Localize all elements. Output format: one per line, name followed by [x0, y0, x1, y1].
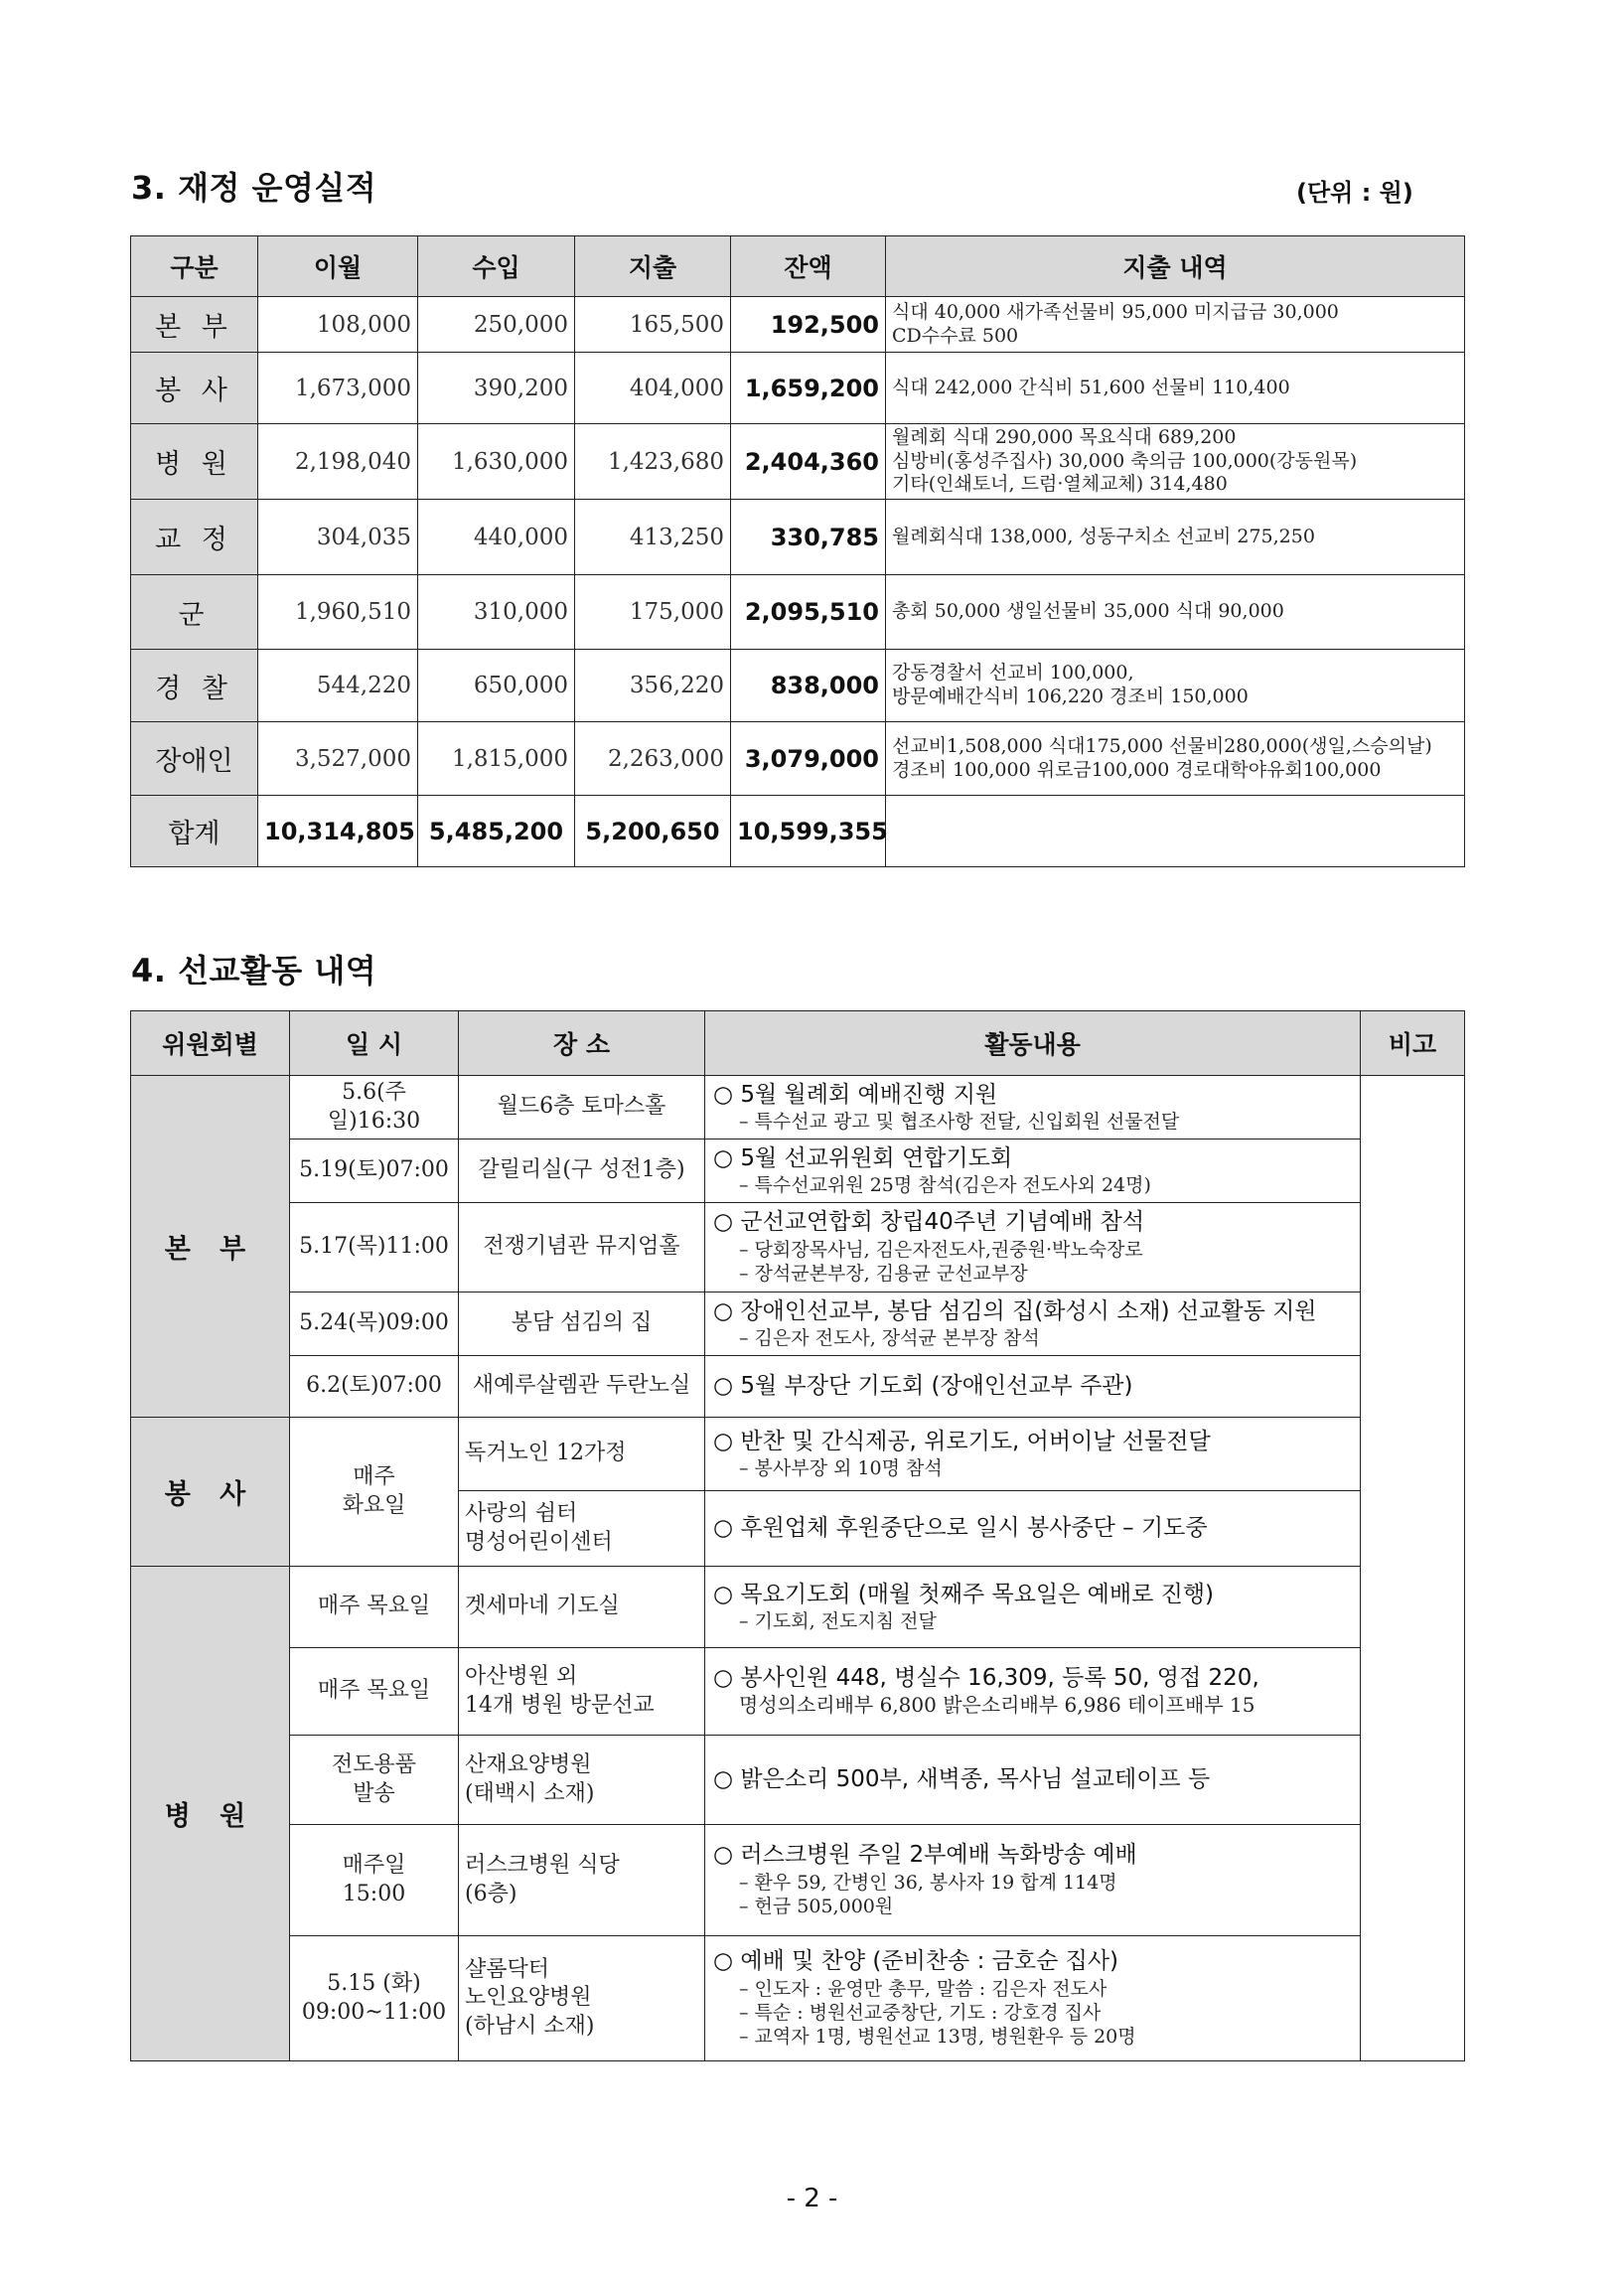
- place-line: 월드6층 토마스홀: [497, 1094, 666, 1120]
- datetime-line: 5.17(목)11:00: [299, 1234, 449, 1260]
- activity-place: [459, 1825, 705, 1936]
- finance-header-balance: 잔액: [731, 236, 886, 297]
- finance-carry: 1,673,000: [258, 353, 418, 424]
- activity-main: ○ 5월 월례회 예배진행 지원: [713, 1081, 1352, 1110]
- activity-row: [131, 1203, 1465, 1293]
- place-line: 봉담 섬김의 집: [511, 1310, 653, 1336]
- finance-expense: 356,220: [575, 650, 731, 722]
- finance-category: 군: [131, 575, 258, 650]
- finance-carry: 1,960,510: [258, 575, 418, 650]
- activity-place: [459, 1203, 705, 1293]
- activity-sub: – 당회장목사님, 김은자전도사,권중원·박노숙장로: [713, 1238, 1352, 1262]
- datetime-line: 5.19(토)07:00: [299, 1157, 449, 1183]
- activity-main: ○ 봉사인원 448, 병실수 16,309, 등록 50, 영접 220,: [713, 1664, 1352, 1693]
- activity-place: [459, 1736, 705, 1825]
- activity-main: ○ 군선교연합회 창립40주년 기념예배 참석: [713, 1208, 1352, 1237]
- finance-header-expense: 지출: [575, 236, 731, 297]
- datetime-line: 5.6(주일)16:30: [327, 1079, 421, 1134]
- finance-income: 1,630,000: [418, 424, 575, 500]
- finance-income: 440,000: [418, 500, 575, 575]
- finance-detail-line: 총회 50,000 생일선물비 35,000 식대 90,000: [892, 600, 1284, 623]
- activity-row: [131, 1825, 1465, 1936]
- finance-income: 390,200: [418, 353, 575, 424]
- place-line: 샬롬닥터: [465, 1956, 550, 1982]
- activity-content: [705, 1203, 1361, 1293]
- finance-category: 교 정: [131, 500, 258, 575]
- committee-name: 병 원: [131, 1567, 290, 2061]
- place-line: (태백시 소재): [465, 1780, 595, 1806]
- activity-content: [705, 1936, 1361, 2061]
- finance-detail-line: 월례회 식대 290,000 목요식대 689,200: [892, 425, 1237, 448]
- place-line: 겟세마네 기도실: [465, 1594, 620, 1619]
- activity-datetime: [290, 1140, 459, 1203]
- activity-main: ○ 반찬 및 간식제공, 위로기도, 어버이날 선물전달: [713, 1428, 1352, 1456]
- committee-name: 본 부: [131, 1076, 290, 1418]
- finance-row: [131, 424, 1465, 500]
- finance-expense: 413,250: [575, 500, 731, 575]
- finance-income: 310,000: [418, 575, 575, 650]
- finance-detail-line: 방문예배간식비 106,220 경조비 150,000: [892, 685, 1249, 707]
- finance-details: [886, 722, 1465, 796]
- activity-sub: – 장석균본부장, 김용균 군선교부장: [713, 1262, 1352, 1286]
- finance-balance: 2,095,510: [731, 575, 886, 650]
- place-line: 새예루살렘관 두란노실: [472, 1373, 691, 1399]
- finance-details: [886, 353, 1465, 424]
- datetime-line: 매주: [353, 1463, 395, 1489]
- activity-row: [131, 1356, 1465, 1418]
- finance-row: [131, 575, 1465, 650]
- finance-details: [886, 500, 1465, 575]
- activity-datetime: [290, 1648, 459, 1736]
- activities-table: [130, 1010, 1465, 2061]
- activity-place: [459, 1936, 705, 2061]
- activity-content: [705, 1736, 1361, 1825]
- activity-main: ○ 5월 부장단 기도회 (장애인선교부 주관): [713, 1372, 1352, 1401]
- place-line: 아산병원 외: [465, 1663, 578, 1689]
- finance-carry: 544,220: [258, 650, 418, 722]
- finance-total-balance: 10,599,355: [731, 796, 886, 867]
- finance-expense: 1,423,680: [575, 424, 731, 500]
- finance-unit-label: (단위 : 원): [1296, 179, 1413, 207]
- finance-detail-line: 기타(인쇄토너, 드럼·열체교체) 314,480: [892, 473, 1228, 496]
- finance-total-income: 5,485,200: [418, 796, 575, 867]
- activities-header-committee: 위원회별: [131, 1011, 290, 1076]
- activity-content: [705, 1293, 1361, 1356]
- activity-row: [131, 1418, 1465, 1491]
- finance-detail-line: 선교비1,508,000 식대175,000 선물비280,000(생일,스승의날): [892, 734, 1432, 757]
- activities-header-datetime: 일 시: [290, 1011, 459, 1076]
- activity-continued: 명성의소리배부 6,800 밝은소리배부 6,986 테이프배부 15: [739, 1693, 1255, 1718]
- activity-main: ○ 목요기도회 (매월 첫째주 목요일은 예배로 진행): [713, 1581, 1352, 1609]
- activity-main: ○ 장애인선교부, 봉담 섬김의 집(화성시 소재) 선교활동 지원: [713, 1297, 1352, 1326]
- finance-category: 경 찰: [131, 650, 258, 722]
- finance-category: 병 원: [131, 424, 258, 500]
- activity-sub: – 기도회, 전도지침 전달: [713, 1609, 1352, 1633]
- finance-carry: 108,000: [258, 297, 418, 353]
- finance-category: 본 부: [131, 297, 258, 353]
- activity-place: [459, 1567, 705, 1648]
- activity-datetime: [290, 1418, 459, 1567]
- place-line: 독거노인 12가정: [465, 1441, 627, 1466]
- activity-main: ○ 후원업체 후원중단으로 일시 봉사중단 – 기도중: [713, 1514, 1352, 1543]
- place-line: 러스크병원 식당: [465, 1852, 620, 1878]
- activity-content: [705, 1567, 1361, 1648]
- finance-category: 장애인: [131, 722, 258, 796]
- datetime-line: 5.15 (화): [327, 1970, 421, 1996]
- finance-total-label: 합계: [131, 796, 258, 867]
- finance-balance: 192,500: [731, 297, 886, 353]
- finance-detail-line: CD수수료 500: [892, 324, 1019, 347]
- activity-sub: – 교역자 1명, 병원선교 13명, 병원환우 등 20명: [713, 2025, 1352, 2049]
- place-line: 명성어린이센터: [465, 1529, 613, 1555]
- finance-expense: 165,500: [575, 297, 731, 353]
- finance-income: 650,000: [418, 650, 575, 722]
- datetime-line: 5.24(목)09:00: [299, 1310, 449, 1336]
- datetime-line: 15:00: [342, 1881, 406, 1906]
- finance-detail-line: 심방비(홍성주집사) 30,000 축의금 100,000(강동원목): [892, 449, 1358, 472]
- finance-detail-line: 식대 40,000 새가족선물비 95,000 미지급금 30,000: [892, 300, 1339, 323]
- activity-sub: – 환우 59, 간병인 36, 봉사자 19 합계 114명: [713, 1871, 1352, 1895]
- activity-row: [131, 1567, 1465, 1648]
- datetime-line: 전도용품: [331, 1751, 416, 1777]
- finance-detail-line: 월례회식대 138,000, 성동구치소 선교비 275,250: [892, 525, 1315, 547]
- finance-row: [131, 353, 1465, 424]
- finance-total-details: [886, 796, 1465, 867]
- finance-row: [131, 297, 1465, 353]
- finance-balance: 330,785: [731, 500, 886, 575]
- finance-detail-line: 강동경찰서 선교비 100,000,: [892, 662, 1134, 684]
- finance-row: [131, 650, 1465, 722]
- activity-row: [131, 1936, 1465, 2061]
- activity-datetime: [290, 1356, 459, 1418]
- activity-main: ○ 밝은소리 500부, 새벽종, 목사님 설교테이프 등: [713, 1765, 1352, 1794]
- activity-content: [705, 1491, 1361, 1567]
- activity-datetime: [290, 1076, 459, 1140]
- place-line: 갈릴리실(구 성전1층): [478, 1157, 685, 1183]
- activity-datetime: [290, 1736, 459, 1825]
- activity-place: [459, 1491, 705, 1567]
- place-line: (하남시 소재): [465, 2013, 595, 2039]
- finance-expense: 404,000: [575, 353, 731, 424]
- place-line: 14개 병원 방문선교: [465, 1692, 655, 1718]
- activity-sub: – 헌금 505,000원: [713, 1895, 1352, 1918]
- activity-datetime: [290, 1293, 459, 1356]
- activity-row: [131, 1648, 1465, 1736]
- activity-content: [705, 1648, 1361, 1736]
- place-line: 사랑의 쉼터: [465, 1500, 578, 1526]
- activity-main: ○ 5월 선교위원회 연합기도회: [713, 1144, 1352, 1173]
- activity-main: ○ 러스크병원 주일 2부예배 녹화방송 예배: [713, 1841, 1352, 1870]
- finance-details: [886, 650, 1465, 722]
- finance-carry: 3,527,000: [258, 722, 418, 796]
- datetime-line: 매주 목요일: [317, 1678, 431, 1704]
- activity-datetime: [290, 1936, 459, 2061]
- finance-header-income: 수입: [418, 236, 575, 297]
- finance-section-title: 3. 재정 운영실적: [131, 169, 377, 207]
- finance-expense: 175,000: [575, 575, 731, 650]
- activity-row: [131, 1076, 1465, 1140]
- finance-row: [131, 500, 1465, 575]
- activity-row: [131, 1140, 1465, 1203]
- activity-sub: – 봉사부장 외 10명 참석: [713, 1456, 1352, 1480]
- finance-details: [886, 424, 1465, 500]
- activity-place: [459, 1648, 705, 1736]
- finance-income: 250,000: [418, 297, 575, 353]
- activity-datetime: [290, 1203, 459, 1293]
- finance-balance: 2,404,360: [731, 424, 886, 500]
- finance-header-carry: 이월: [258, 236, 418, 297]
- activity-content: [705, 1418, 1361, 1491]
- activity-datetime: [290, 1825, 459, 1936]
- finance-header-category: 구분: [131, 236, 258, 297]
- activity-place: [459, 1418, 705, 1491]
- activity-place: [459, 1356, 705, 1418]
- activity-content: [705, 1356, 1361, 1418]
- datetime-line: 6.2(토)07:00: [306, 1373, 442, 1399]
- finance-detail-line: 식대 242,000 간식비 51,600 선물비 110,400: [892, 376, 1290, 398]
- activity-place: [459, 1076, 705, 1140]
- committee-name: 봉 사: [131, 1418, 290, 1567]
- finance-table: [130, 235, 1465, 867]
- place-line: (6층): [465, 1881, 517, 1906]
- place-line: 산재요양병원: [465, 1751, 592, 1777]
- activities-section-title: 4. 선교활동 내역: [131, 952, 377, 989]
- finance-total-carry: 10,314,805: [258, 796, 418, 867]
- finance-carry: 304,035: [258, 500, 418, 575]
- activity-main: ○ 예배 및 찬양 (준비찬송 : 금호순 집사): [713, 1947, 1352, 1976]
- finance-carry: 2,198,040: [258, 424, 418, 500]
- activity-place: [459, 1140, 705, 1203]
- datetime-line: 매주일: [342, 1852, 406, 1878]
- datetime-line: 매주 목요일: [317, 1594, 431, 1619]
- finance-header-details: 지출 내역: [886, 236, 1465, 297]
- datetime-line: 발송: [353, 1780, 395, 1806]
- activity-place: [459, 1293, 705, 1356]
- finance-balance: 3,079,000: [731, 722, 886, 796]
- finance-row: [131, 722, 1465, 796]
- activity-row: [131, 1736, 1465, 1825]
- finance-details: [886, 297, 1465, 353]
- page-number: - 2 -: [786, 2184, 838, 2213]
- finance-detail-line: 경조비 100,000 위로금100,000 경로대학야유회100,000: [892, 758, 1382, 781]
- activity-content: [705, 1076, 1361, 1140]
- activity-datetime: [290, 1567, 459, 1648]
- activity-sub: – 김은자 전도사, 장석균 본부장 참석: [713, 1326, 1352, 1350]
- finance-total-expense: 5,200,650: [575, 796, 731, 867]
- activity-content: [705, 1140, 1361, 1203]
- activity-content: [705, 1825, 1361, 1936]
- activities-header-remarks: 비고: [1361, 1011, 1465, 1076]
- activity-sub: – 특수선교 광고 및 협조사항 전달, 신입회원 선물전달: [713, 1110, 1352, 1134]
- finance-category: 봉 사: [131, 353, 258, 424]
- activity-remarks: [1361, 1076, 1465, 2061]
- finance-expense: 2,263,000: [575, 722, 731, 796]
- activities-header-content: 활동내용: [705, 1011, 1361, 1076]
- place-line: 전쟁기념관 뮤지엄홀: [483, 1234, 680, 1260]
- activities-header-place: 장 소: [459, 1011, 705, 1076]
- datetime-line: 09:00~11:00: [301, 1999, 447, 2025]
- activity-row: [131, 1293, 1465, 1356]
- activity-sub: – 인도자 : 윤영만 총무, 말씀 : 김은자 전도사: [713, 1977, 1352, 2001]
- finance-income: 1,815,000: [418, 722, 575, 796]
- activity-sub: – 특순 : 병원선교중창단, 기도 : 강호경 집사: [713, 2001, 1352, 2025]
- place-line: 노인요양병원: [465, 1985, 592, 2011]
- finance-balance: 1,659,200: [731, 353, 886, 424]
- finance-details: [886, 575, 1465, 650]
- activity-sub: – 특수선교위원 25명 참석(김은자 전도사외 24명): [713, 1173, 1352, 1197]
- finance-balance: 838,000: [731, 650, 886, 722]
- datetime-line: 화요일: [342, 1492, 406, 1518]
